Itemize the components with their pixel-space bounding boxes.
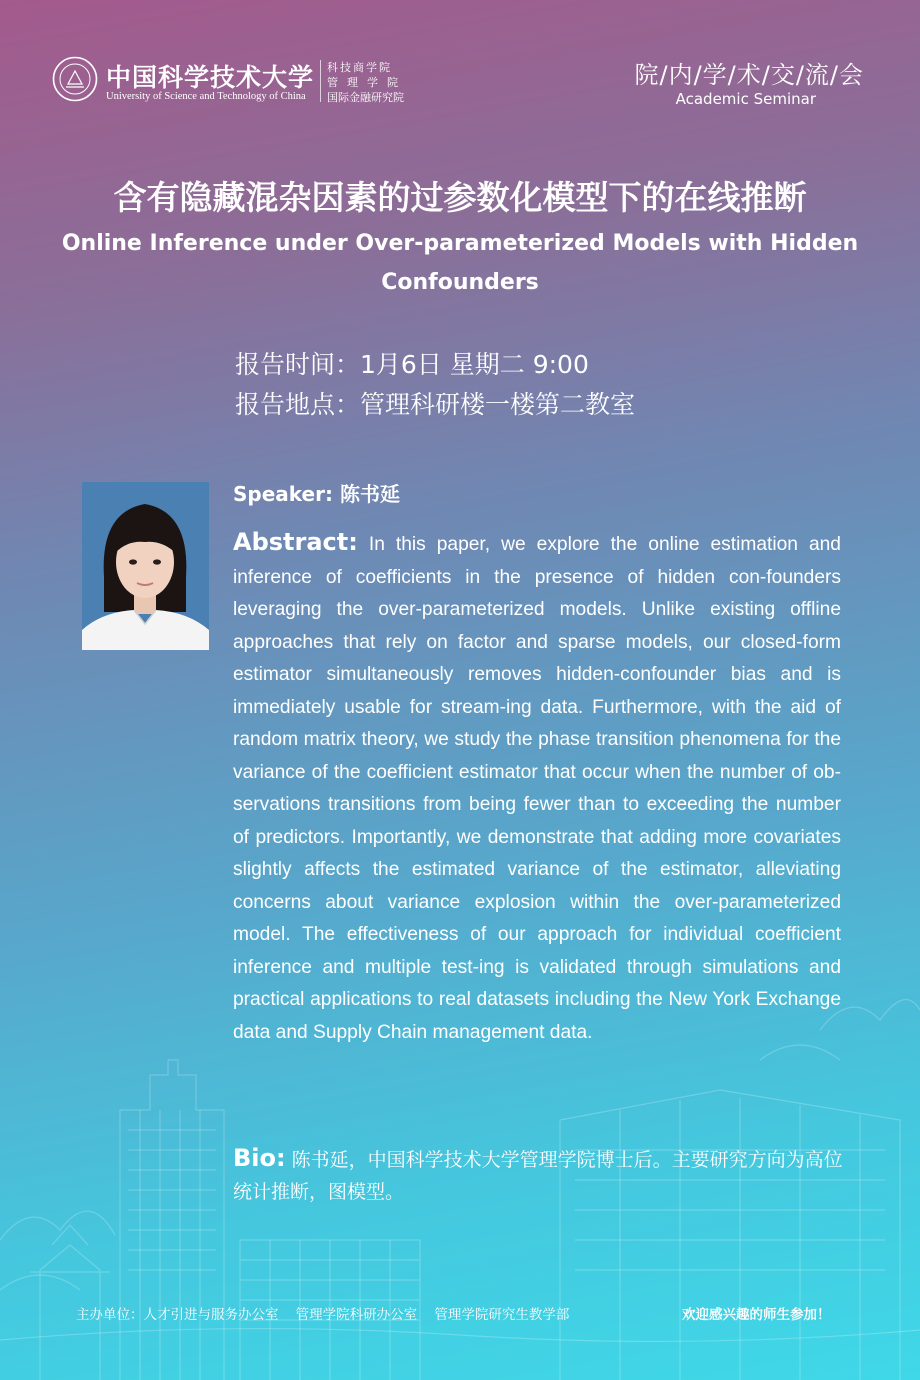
talk-place bbox=[235, 385, 635, 421]
speaker-photo bbox=[82, 482, 209, 650]
speaker-line bbox=[233, 478, 400, 507]
university-seal-icon bbox=[52, 56, 98, 102]
speaker-name: 陈书延 bbox=[339, 482, 400, 506]
school-name-line: 管理学院 bbox=[327, 76, 407, 89]
welcome-note: 欢迎感兴趣的师生参加！ bbox=[682, 1307, 831, 1323]
university-name-en: University of Science and Technology of China bbox=[106, 91, 306, 102]
organizers: 主办单位：人才引进与服务办公室 管理学院科研办公室 管理学院研究生教学部 bbox=[76, 1307, 570, 1323]
time-label: 报告时间： bbox=[235, 350, 361, 379]
bio-label: Bio: bbox=[233, 1144, 286, 1172]
place-label: 报告地点： bbox=[235, 390, 361, 419]
place-value: 管理科研楼一楼第二教室 bbox=[360, 390, 636, 419]
talk-title-en: Online Inference under Over-parameterized Models with Hidden Confounders bbox=[61, 231, 859, 295]
abstract-text: In this paper, we explore the online estimation and inference of coefficients in the presence of hidden con-founders leveraging the over-parameterized models. Unlike existing offline approaches that rely on factor and sparse models, our closed-form estimator simultaneously removes hidden-confounder bias and is immediately usable for stream-ing data. Furthermore, with the aid of random matrix theory, we study the phase transition phenomena for the variance of the coefficient estimator that occur when the number of ob-servations transitions from being fewer than to exceeding the number of predictors. Importantly, we demonstrate that adding more covariates slightly affects the estimated variance of the estimator, alleviating concerns about variance explosion within the over-parameterized model. The effectiveness of our approach for individual coefficient inference and multiple test-ing is validated through simulations and practical applications to real datasets including the New York Exchange data and Supply Chain management data. bbox=[233, 534, 841, 1043]
seminar-title-cn: 院/内/学/术/交/流/会 bbox=[634, 61, 864, 89]
abstract-block bbox=[233, 526, 841, 1049]
school-name-line: 科技商学院 bbox=[327, 61, 392, 74]
bio-block bbox=[233, 1142, 845, 1208]
university-name-cn: 中国科学技术大学 bbox=[106, 63, 315, 92]
speaker-label: Speaker: bbox=[233, 482, 333, 506]
time-value: 1月6日 星期二 9:00 bbox=[360, 350, 589, 379]
talk-time bbox=[235, 345, 589, 381]
logo-divider bbox=[320, 60, 321, 102]
seminar-title-en: Academic Seminar bbox=[675, 90, 816, 108]
talk-title-cn: 含有隐藏混杂因素的过参数化模型下的在线推断 bbox=[113, 178, 807, 217]
school-name-line: 国际金融研究院 bbox=[327, 91, 404, 104]
abstract-label: Abstract: bbox=[233, 528, 358, 556]
bio-text: 陈书延，中国科学技术大学管理学院博士后。主要研究方向为高位统计推断，图模型。 bbox=[233, 1149, 843, 1203]
